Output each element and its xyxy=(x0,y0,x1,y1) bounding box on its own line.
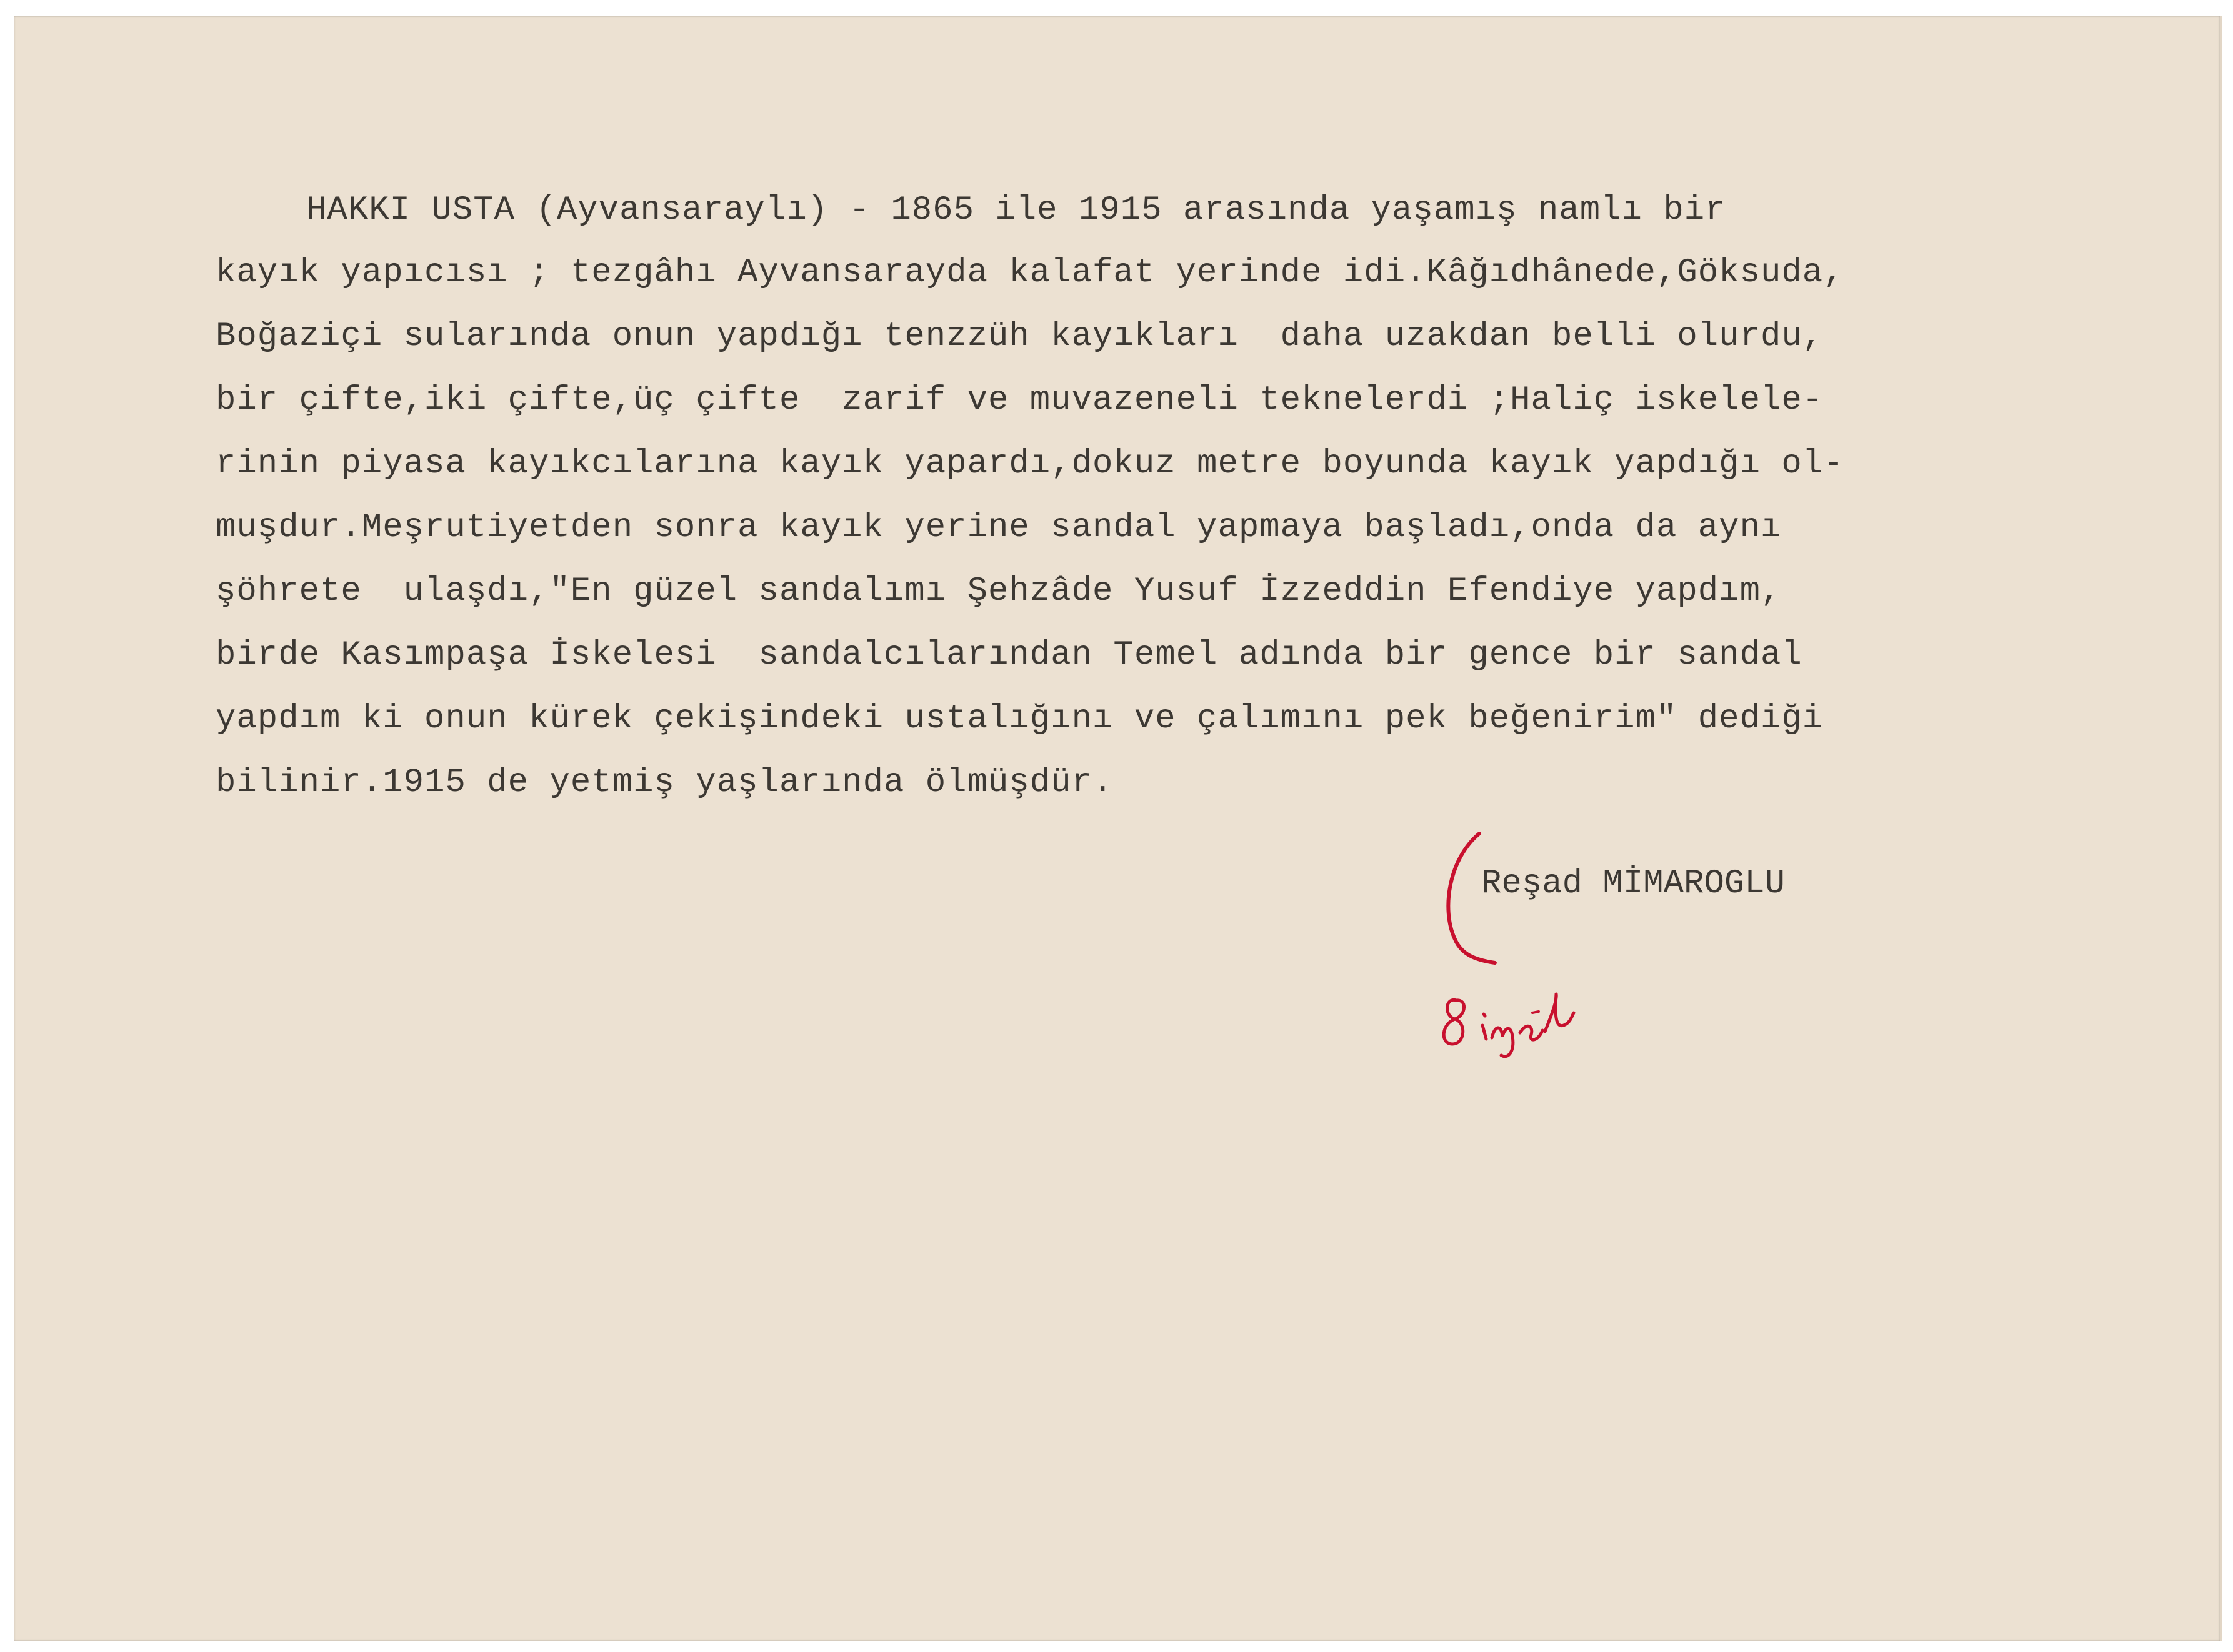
body-line-6: muşdur.Meşrutiyetden sonra kayık yerine sandal yapmaya başladı,onda da aynı xyxy=(216,509,1782,547)
body-line-10: bilinir.1915 de yetmiş yaşlarında ölmüşdür. xyxy=(216,764,1114,802)
paper-sheet xyxy=(14,16,2222,1641)
signature-typed: Reşad MİMAROGLU xyxy=(1481,865,1786,903)
body-line-2: kayık yapıcısı ; tezgâhı Ayvansarayda kalafat yerinde idi.Kâğıdhânede,Göksuda, xyxy=(216,254,1844,292)
typed-body xyxy=(216,191,1844,802)
body-line-5: rinin piyasa kayıkcılarına kayık yapardı,dokuz metre boyunda kayık yapdığı ol- xyxy=(216,445,1844,483)
handwritten-note xyxy=(1432,982,1595,1063)
body-line-7: şöhrete ulaşdı,"En güzel sandalımı Şehzâde Yusuf İzzeddin Efendiye yapdım, xyxy=(216,572,1782,610)
body-line-9: yapdım ki onun kürek çekişindeki ustalığını ve çalımını pek beğenirim" dediği xyxy=(216,700,1824,738)
body-line-3: Boğaziçi sularında onun yapdığı tenzzüh kayıkları daha uzakdan belli olurdu, xyxy=(216,317,1824,356)
body-line-4: bir çifte,iki çifte,üç çifte zarif ve muvazeneli teknelerdi ;Haliç iskelele- xyxy=(216,381,1824,419)
body-line-1: HAKKI USTA (Ayvansaraylı) - 1865 ile 1915 arasında yaşamış namlı bir xyxy=(306,191,1726,229)
body-line-8: birde Kasımpaşa İskelesi sandalcılarından Temel adında bir gence bir sandal xyxy=(216,636,1802,674)
